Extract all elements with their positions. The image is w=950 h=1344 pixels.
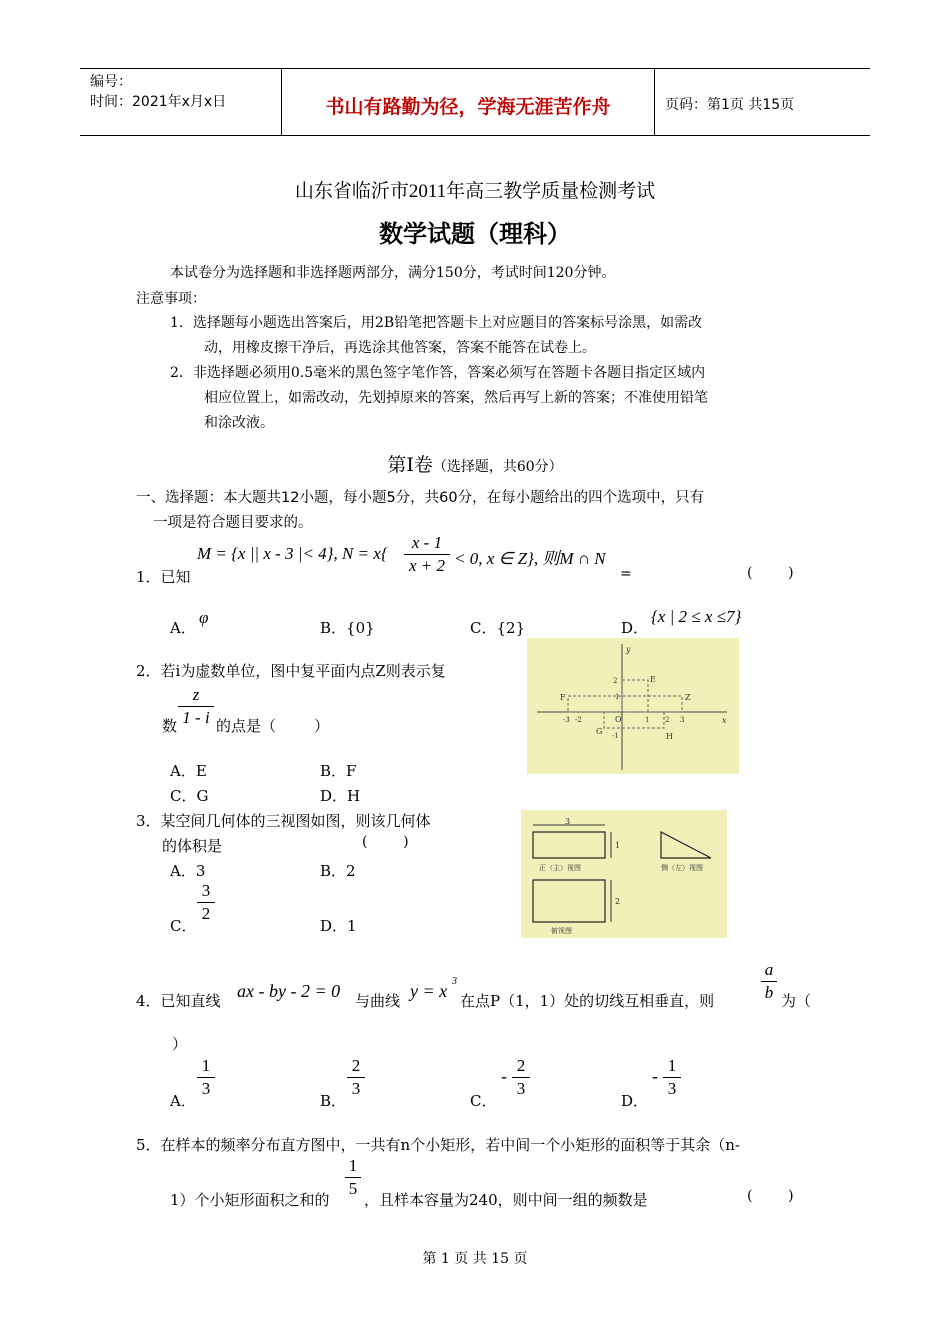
q2-pre: 数 <box>162 717 178 735</box>
tick-y-neg1: -1 <box>612 732 619 740</box>
three-views-svg <box>521 810 727 938</box>
q4-d-den: 3 <box>667 1079 677 1098</box>
header-bottom-rule <box>80 135 870 136</box>
q1-paren: ( ) <box>747 565 794 581</box>
q2-post: 的点是（ ） <box>216 717 330 735</box>
front-view-label: 正（主）视图 <box>539 864 581 872</box>
q4-label: 4．已知直线 <box>136 992 221 1010</box>
header-motto: 书山有路勤为径，学海无涯苦作舟 <box>325 96 611 118</box>
q4-option-b-fraction <box>347 1056 365 1099</box>
q4-option-c: C． <box>470 1092 497 1110</box>
q4-option-a-fraction <box>197 1056 215 1099</box>
q4-a-den: 3 <box>201 1079 211 1098</box>
q3-c-den: 2 <box>201 904 211 923</box>
notice-2c: 和涂改液。 <box>204 415 274 431</box>
dim-width-label: 3 <box>565 817 571 826</box>
q4-ab-den: b <box>764 983 774 1002</box>
q5-fraction <box>345 1156 361 1199</box>
q4-option-d: D． <box>621 1092 649 1110</box>
q4-option-a: A． <box>170 1092 196 1110</box>
part-title: 第Ⅰ卷 <box>387 454 433 476</box>
q1-option-a: A． <box>170 619 196 637</box>
q1-label: 1．已知 <box>136 568 191 586</box>
q4-b-den: 3 <box>351 1079 361 1098</box>
q3-line2: 的体积是 <box>162 837 223 855</box>
q3-option-d: D．1 <box>320 917 357 935</box>
q1-option-d-set: {x | 2 ≤ x ≤7} <box>651 607 742 626</box>
exam-title: 山东省临沂市2011年高三教学质量检测考试 <box>294 181 656 202</box>
q4-line-equation: ax - by - 2 = 0 <box>237 981 341 1001</box>
x-axis-label: x <box>722 716 727 725</box>
q1-formula-a: M = {x || x - 3 |< 4}, N = x{ <box>197 544 388 563</box>
header-code: 编号： <box>90 74 132 90</box>
q4-b-bar <box>347 1077 365 1078</box>
top-view-label: 俯视图 <box>551 927 572 935</box>
q4-ab-num: a <box>764 960 774 979</box>
header-top-rule <box>80 68 870 69</box>
q2-frac-den: 1 - i <box>182 708 210 727</box>
dashed-rect-lower <box>604 712 664 728</box>
side-view-label: 侧（左）视图 <box>661 864 703 872</box>
point-e: E <box>650 675 656 684</box>
q2-complex-plane-figure <box>527 638 739 774</box>
q1-option-c: C．{2} <box>470 619 526 637</box>
q5-paren: ( ) <box>747 1188 794 1204</box>
q2-option-b: B．F <box>320 762 357 780</box>
q1-formula-b: < 0, x ∈ Z}, 则M ∩ N <box>454 549 606 568</box>
q3-option-c-fraction <box>197 881 215 924</box>
q4-option-c-sign: - <box>501 1066 507 1086</box>
tick-x-3: 3 <box>680 716 685 724</box>
section-a: 一、选择题：本大题共12小题，每小题5分，共60分，在每小题给出的四个选项中，只有 <box>136 490 705 506</box>
q3-c-num: 3 <box>201 881 211 900</box>
q4-option-d-fraction <box>663 1056 681 1099</box>
q2-option-c: C．G <box>170 787 209 805</box>
q5-post: ，且样本容量为240，则中间一组的频数是 <box>364 1191 648 1209</box>
part-heading <box>0 450 950 477</box>
q4-mid: 与曲线 <box>355 992 401 1010</box>
point-f: F <box>560 693 566 702</box>
tick-x-2: 2 <box>665 716 670 724</box>
dim-top-height-label: 2 <box>615 897 621 906</box>
q5-frac-num: 1 <box>348 1156 358 1175</box>
notice-2b: 相应位置上，如需改动，先划掉原来的答案，然后再写上新的答案；不准使用铅笔 <box>204 390 708 406</box>
q4-curve-exponent: 3 <box>452 976 457 987</box>
q4-d-bar <box>663 1077 681 1078</box>
exam-subtitle: 数学试题（理科） <box>379 220 571 248</box>
q2-frac-num: z <box>192 685 200 704</box>
origin-label: O <box>615 715 622 724</box>
part-note: （选择题，共60分） <box>432 459 563 475</box>
notice-2a: 2．非选择题必须用0.5毫米的黑色签字笔作答，答案必须写在答题卡各题目指定区域内 <box>170 365 706 381</box>
q2-line1: 2．若i为虚数单位，图中复平面内点Z则表示复 <box>136 662 446 680</box>
q5-line1: 5．在样本的频率分布直方图中，一共有n个小矩形，若中间一个小矩形的面积等于其余（n- <box>136 1136 740 1154</box>
q4-d-num: 1 <box>667 1056 677 1075</box>
q2-option-a: A．E <box>170 762 207 780</box>
q4-wei: 为（ <box>781 992 812 1010</box>
top-view-rect <box>533 880 605 922</box>
front-view-rect <box>533 832 605 858</box>
point-z: Z <box>685 693 691 702</box>
q4-option-c-fraction <box>512 1056 530 1099</box>
q4-ab-bar <box>761 981 777 982</box>
q4-tail: 在点P（1，1）处的切线互相垂直，则 <box>460 992 715 1010</box>
complex-plane-svg <box>527 638 739 774</box>
tick-y-1: 1 <box>615 693 620 701</box>
notice-title: 注意事项： <box>136 291 206 307</box>
notice-1b: 动，用橡皮擦干净后，再选涂其他答案，答案不能答在试卷上。 <box>204 340 596 356</box>
header-page: 页码：第1页 共15页 <box>665 97 795 113</box>
exam-intro: 本试卷分为选择题和非选择题两部分，满分150分，考试时间120分钟。 <box>170 265 616 281</box>
q3-option-a: A．3 <box>170 862 206 880</box>
q4-option-b: B． <box>320 1092 347 1110</box>
q2-frac-bar <box>178 706 214 707</box>
point-g: G <box>596 727 603 736</box>
q3-option-b: B．2 <box>320 862 356 880</box>
q4-option-d-sign: - <box>652 1066 658 1086</box>
page-footer: 第 1 页 共 15 页 <box>422 1251 528 1267</box>
q1-option-a-symbol: φ <box>199 608 209 627</box>
q3-three-views-figure <box>521 810 727 938</box>
q1-option-d: D． <box>621 619 649 637</box>
q1-frac-num: x - 1 <box>411 533 443 552</box>
q4-a-bar <box>197 1077 215 1078</box>
q2-fraction <box>178 685 214 728</box>
q2-option-d: D．H <box>320 787 361 805</box>
q4-c-bar <box>512 1077 530 1078</box>
q1-frac-den: x + 2 <box>408 556 446 575</box>
y-axis-label: y <box>626 645 631 654</box>
q5-frac-den: 5 <box>348 1179 358 1198</box>
point-h: H <box>666 732 673 741</box>
dim-front-height-label: 1 <box>615 841 621 850</box>
q1-fraction <box>404 533 450 576</box>
q3-paren: ( ) <box>362 834 409 850</box>
notice-1a: 1．选择题每小题选出答案后，用2B铅笔把答题卡上对应题目的答案标号涂黑，如需改 <box>170 315 703 331</box>
q5-pre: 1）个小矩形面积之和的 <box>170 1191 330 1209</box>
header-time: 时间：2021年x月x日 <box>90 94 227 110</box>
tick-y-2: 2 <box>613 677 618 685</box>
q4-ab-fraction <box>761 960 777 1003</box>
side-view-triangle <box>661 832 711 858</box>
dashed-rect-upper <box>568 696 682 712</box>
q5-frac-bar <box>345 1177 361 1178</box>
q4-curve: y = x <box>410 981 448 1001</box>
section-b: 一项是符合题目要求的。 <box>153 515 313 531</box>
q4-c-den: 3 <box>516 1079 526 1098</box>
header-divider-right <box>654 68 655 136</box>
q3-option-c: C． <box>170 917 197 935</box>
q1-equals: = <box>620 566 632 582</box>
q1-option-b: B．{0} <box>320 619 375 637</box>
q3-line1: 3．某空间几何体的三视图如图，则该几何体 <box>136 812 431 830</box>
q4-close-paren: ） <box>172 1035 188 1053</box>
q1-frac-bar <box>404 554 450 555</box>
q4-c-num: 2 <box>516 1056 526 1075</box>
q4-b-num: 2 <box>351 1056 361 1075</box>
q4-a-num: 1 <box>201 1056 211 1075</box>
tick-x-neg2: -2 <box>575 716 582 724</box>
tick-x-neg3: -3 <box>563 716 570 724</box>
q3-c-bar <box>197 902 215 903</box>
tick-x-1: 1 <box>645 716 650 724</box>
